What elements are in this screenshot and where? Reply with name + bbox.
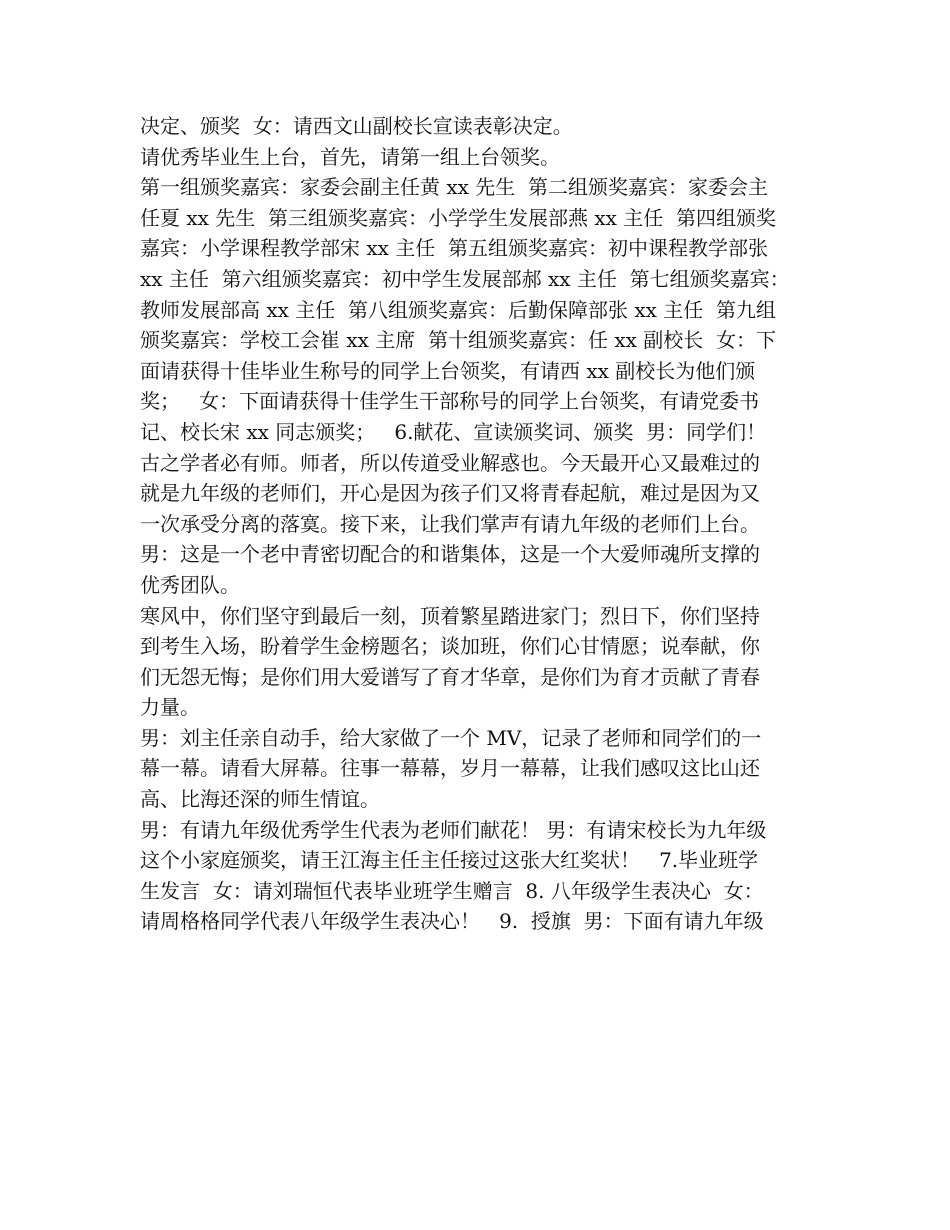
text-line: 男：有请九年级优秀学生代表为老师们献花！ 男：有请宋校长为九年级 bbox=[140, 817, 767, 842]
text-line: 生发言 女：请刘瑞恒代表毕业班学生赠言 8. 八年级学生表决心 女： bbox=[140, 878, 764, 903]
text-line: 嘉宾：小学课程教学部宋 xx 主任 第五组颁奖嘉宾：初中课程教学部张 bbox=[140, 236, 768, 261]
text-line: 请周格格同学代表八年级学生表决心！ 9. 授旗 男：下面有请九年级 bbox=[140, 909, 764, 934]
text-line: 就是九年级的老师们，开心是因为孩子们又将青春起航，难过是因为又 bbox=[140, 481, 760, 506]
text-line: 优秀团队。 bbox=[140, 572, 240, 597]
text-line: 男：这是一个老中青密切配合的和谐集体，这是一个大爱师魂所支撑的 bbox=[140, 542, 760, 567]
text-line: 男：刘主任亲自动手，给大家做了一个 MV，记录了老师和同学们的一 bbox=[140, 725, 762, 750]
text-line: xx 主任 第六组颁奖嘉宾：初中学生发展部郝 xx 主任 第七组颁奖嘉宾： bbox=[140, 266, 790, 291]
text-line: 面请获得十佳毕业生称号的同学上台领奖，有请西 xx 副校长为他们颁 bbox=[140, 358, 756, 383]
text-line: 高、比海还深的师生情谊。 bbox=[140, 787, 380, 812]
text-line: 第一组颁奖嘉宾：家委会副主任黄 xx 先生 第二组颁奖嘉宾：家委会主 bbox=[140, 175, 768, 200]
body-text bbox=[140, 111, 840, 937]
text-line: 们无怨无悔；是你们用大爱谱写了育才华章，是你们为育才贡献了青春 bbox=[140, 664, 760, 689]
text-line: 任夏 xx 先生 第三组颁奖嘉宾：小学学生发展部燕 xx 主任 第四组颁奖 bbox=[140, 205, 776, 230]
text-line: 请优秀毕业生上台，首先，请第一组上台领奖。 bbox=[140, 144, 560, 169]
text-line: 寒风中，你们坚守到最后一刻，顶着繁星踏进家门；烈日下，你们坚持 bbox=[140, 603, 760, 628]
text-line: 记、校长宋 xx 同志颁奖； 6.献花、宣读颁奖词、颁奖 男：同学们！ bbox=[140, 419, 767, 444]
text-line: 力量。 bbox=[140, 695, 200, 720]
text-line: 幕一幕。请看大屏幕。往事一幕幕，岁月一幕幕，让我们感叹这比山还 bbox=[140, 756, 760, 781]
text-line: 这个小家庭颁奖，请王江海主任主任接过这张大红奖状！ 7.毕业班学 bbox=[140, 848, 759, 873]
text-line: 奖； 女：下面请获得十佳学生干部称号的同学上台领奖，有请党委书 bbox=[140, 389, 760, 414]
text-line: 一次承受分离的落寞。接下来，让我们掌声有请九年级的老师们上台。 bbox=[140, 511, 760, 536]
text-line: 颁奖嘉宾：学校工会崔 xx 主席 第十组颁奖嘉宾：任 xx 副校长 女：下 bbox=[140, 328, 776, 353]
text-line: 到考生入场，盼着学生金榜题名；谈加班，你们心甘情愿；说奉献，你 bbox=[140, 634, 760, 659]
text-line: 决定、颁奖 女：请西文山副校长宣读表彰决定。 bbox=[140, 114, 573, 138]
text-line: 古之学者必有师。师者，所以传道受业解惑也。今天最开心又最难过的 bbox=[140, 450, 760, 475]
text-line: 教师发展部高 xx 主任 第八组颁奖嘉宾：后勤保障部张 xx 主任 第九组 bbox=[140, 297, 776, 322]
